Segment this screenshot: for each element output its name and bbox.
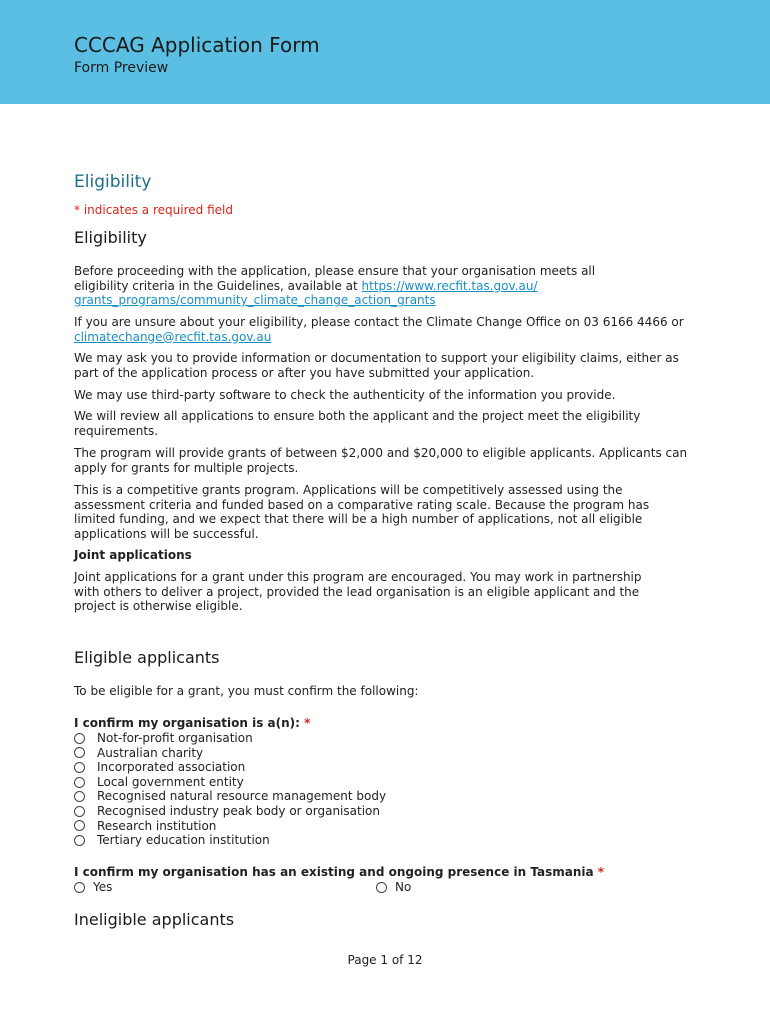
section-title: Eligibility <box>74 172 152 192</box>
tasmania-presence-question <box>74 865 694 880</box>
eligible-applicants-intro: To be eligible for a grant, you must confirm the following: <box>74 684 419 698</box>
radio-button[interactable] <box>74 777 85 788</box>
option-industry-peak-body[interactable]: Recognised industry peak body or organisation <box>74 804 386 819</box>
eligibility-paragraph-competitive: This is a competitive grants program. Applications will be competitively assessed using the assessment criteria and funded based on a comparative rating scale. Because the program has limited funding, and we expect that there will be a high number of applications, not all eligible applications will be successful. <box>74 483 650 541</box>
required-asterisk: * <box>304 716 311 730</box>
radio-button[interactable] <box>74 733 85 744</box>
contact-email-link[interactable]: climatechange@recfit.tas.gov.au <box>74 329 272 344</box>
option-australian-charity[interactable]: Australian charity <box>74 746 386 761</box>
option-research-institution[interactable]: Research institution <box>74 819 386 834</box>
option-incorporated-association[interactable]: Incorporated association <box>74 760 386 775</box>
radio-button[interactable] <box>74 806 85 817</box>
option-nrm-body[interactable]: Recognised natural resource management body <box>74 789 386 804</box>
eligibility-paragraph-software: We may use third-party software to check the authenticity of the information you provide. <box>74 388 616 402</box>
contact-text: If you are unsure about your eligibility, please contact the Climate Change Office on 03 6166 4466 or <box>74 315 684 329</box>
eligibility-paragraph-guidelines <box>74 264 634 308</box>
joint-applications-heading: Joint applications <box>74 548 192 562</box>
guidelines-text: Before proceeding with the application, please ensure that your organisation meets all eligibility criteria in the Guidelines, available at <box>74 264 596 293</box>
page-number: Page 1 of 12 <box>347 953 423 967</box>
option-not-for-profit[interactable]: Not-for-profit organisation <box>74 731 386 746</box>
radio-button[interactable] <box>74 762 85 773</box>
form-subtitle: Form Preview <box>74 60 169 76</box>
required-field-note: * indicates a required field <box>74 203 233 217</box>
joint-applications-paragraph: Joint applications for a grant under this program are encouraged. You may work in partnership with others to deliver a project, provided the lead organisation is an eligible applicant and the project is otherwise eligible. <box>74 570 642 614</box>
radio-button[interactable] <box>74 882 85 893</box>
radio-button[interactable] <box>74 835 85 846</box>
organisation-type-label: I confirm my organisation is a(n): <box>74 716 305 730</box>
option-tertiary-education[interactable]: Tertiary education institution <box>74 833 386 848</box>
radio-button[interactable] <box>74 791 85 802</box>
eligibility-heading: Eligibility <box>74 228 147 247</box>
organisation-type-options <box>74 731 386 848</box>
guidelines-link[interactable]: https://www.recfit.tas.gov.au/ grants_programs/community_climate_change_action_grants <box>74 278 538 308</box>
required-asterisk: * <box>597 865 605 879</box>
radio-button[interactable] <box>74 747 85 758</box>
organisation-type-question <box>74 716 694 731</box>
option-local-government[interactable]: Local government entity <box>74 775 386 790</box>
eligible-applicants-heading: Eligible applicants <box>74 648 220 667</box>
radio-button[interactable] <box>376 882 387 893</box>
eligibility-paragraph-documentation: We may ask you to provide information or documentation to support your eligibility claims, either as part of the application process or after you have submitted your application. <box>74 351 679 380</box>
option-yes[interactable]: Yes <box>74 880 112 895</box>
radio-button[interactable] <box>74 820 85 831</box>
form-header <box>0 0 770 104</box>
form-title: CCCAG Application Form <box>74 33 320 57</box>
eligibility-paragraph-grants: The program will provide grants of between $2,000 and $20,000 to eligible applicants. Applicants can apply for grants for multiple projects. <box>74 446 688 475</box>
eligibility-paragraph-contact <box>74 315 694 344</box>
tasmania-presence-label: I confirm my organisation has an existing and ongoing presence in Tasmania <box>74 865 598 879</box>
option-no[interactable]: No <box>376 880 411 895</box>
eligibility-paragraph-review: We will review all applications to ensure both the applicant and the project meet the eligibility requirements. <box>74 409 641 438</box>
ineligible-applicants-heading: Ineligible applicants <box>74 910 235 929</box>
